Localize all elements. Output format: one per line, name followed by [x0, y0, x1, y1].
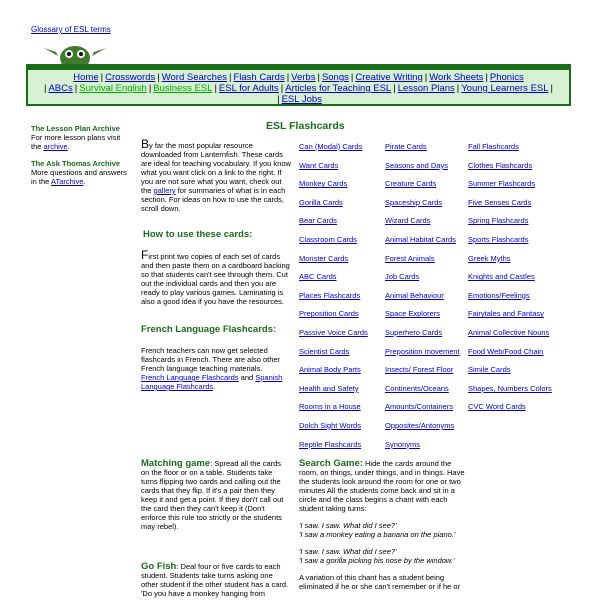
- french-flashcards-heading: French Language Flashcards:: [141, 324, 277, 335]
- how-to-use-paragraph: [141, 248, 291, 306]
- flashcard-link-clothes-flashcards[interactable]: Clothes Flashcards: [468, 160, 533, 170]
- nav-link-esl-for-adults[interactable]: ESL for Adults: [218, 83, 279, 94]
- flashcard-link-wizard-cards[interactable]: Wizard Cards: [385, 216, 431, 226]
- nav-link-home[interactable]: Home: [73, 72, 99, 83]
- nav-link-lesson-plans[interactable]: Lesson Plans: [397, 83, 455, 94]
- flashcard-column-3: [468, 142, 563, 421]
- flashcard-link-seasons-and-days[interactable]: Seasons and Days: [385, 160, 448, 170]
- matching-game-title: Matching game: [141, 458, 211, 469]
- sidebar: The Lesson Plan Archive For more lesson plans visit the archive. The Ask Thomas Archive More questions and answers in the ATarchive.: [31, 124, 127, 186]
- flashcard-link-five-senses-cards[interactable]: Five Senses Cards: [468, 197, 532, 207]
- lesson-plan-archive-text: For more lesson plans visit the: [31, 133, 121, 151]
- flashcard-link-opposites-antonyms[interactable]: Opposites/Antonyms: [385, 420, 455, 430]
- nav-link-creative-writing[interactable]: Creative Writing: [355, 72, 423, 83]
- search-game-text: Hide the cards around the room, on things, under things, and in things. Have the students look around the room for one or two minutes All the students come back and sit in a circle and the class begins a chant with each student taking turns:: [299, 459, 465, 513]
- flashcard-link-fall-flashcards[interactable]: Fall Flashcards: [468, 142, 519, 151]
- french-and: and: [238, 373, 256, 382]
- nav-link-survival-english[interactable]: Survival English: [79, 83, 147, 94]
- flashcard-link-monster-cards[interactable]: Monster Cards: [299, 253, 349, 263]
- intro-dropcap: B: [141, 137, 150, 151]
- mascot-logo: [40, 38, 110, 66]
- flashcard-link-continents-oceans[interactable]: Continents/Oceans: [385, 383, 449, 393]
- flashcard-link-gorilla-cards[interactable]: Gorilla Cards: [299, 197, 343, 207]
- flashcard-link-preposition-cards[interactable]: Preposition Cards: [299, 309, 359, 319]
- flashcard-link-job-cards[interactable]: Job Cards: [385, 272, 420, 282]
- flashcard-link-spaceship-cards[interactable]: Spaceship Cards: [385, 197, 443, 207]
- flashcard-link-dolch-sight-words[interactable]: Dolch Sight Words: [299, 420, 361, 430]
- nav-link-word-searches[interactable]: Word Searches: [161, 72, 228, 83]
- flashcard-link-animal-behaviour[interactable]: Animal Behaviour: [385, 290, 444, 300]
- nav-link-business-esl[interactable]: Business ESL: [153, 83, 213, 94]
- intro-paragraph: [141, 137, 291, 213]
- nav-link-articles-for-teaching-esl[interactable]: Articles for Teaching ESL: [285, 83, 392, 94]
- nav-link-crosswords[interactable]: Crosswords: [105, 72, 156, 83]
- flashcard-link-forest-animals[interactable]: Forest Animals: [385, 253, 435, 263]
- flashcard-link-cvc-word-cards[interactable]: CVC Word Cards: [468, 402, 526, 412]
- search-game-section: [299, 459, 471, 599]
- flashcard-link-places-flashcards[interactable]: Places Flashcards: [299, 290, 361, 300]
- flashcard-link-preposition-movement[interactable]: Preposition movement: [385, 346, 460, 356]
- chant-1a: 'I saw. I saw. What did I see?': [299, 521, 397, 530]
- flashcard-link-pirate-cards[interactable]: Pirate Cards: [385, 142, 427, 151]
- flashcard-link-fairytales-and-fantasy[interactable]: Fairytales and Fantasy: [468, 309, 544, 319]
- chant-1b: 'I saw a monkey eating a banana on the piano.': [299, 530, 456, 539]
- flashcard-link-superhero-cards[interactable]: Superhero Cards: [385, 327, 443, 337]
- archive-link[interactable]: archive: [43, 142, 68, 151]
- flashcard-link-shapes-numbers-colors[interactable]: Shapes, Numbers Colors: [468, 383, 552, 393]
- ask-thomas-archive-text: More questions and answers in the: [31, 168, 127, 186]
- flashcard-link-rooms-in-a-house[interactable]: Rooms in a House: [299, 402, 361, 412]
- flashcard-link-animal-body-parts[interactable]: Animal Body Parts: [299, 365, 361, 375]
- page-title: ESL Flashcards: [266, 120, 345, 132]
- flashcard-link-animal-collective-nouns[interactable]: Animal Collective Nouns: [468, 327, 550, 337]
- nav-link-work-sheets[interactable]: Work Sheets: [429, 72, 484, 83]
- flashcard-link-bear-cards[interactable]: Bear Cards: [299, 216, 337, 226]
- variation-text: A variation of this chant has a student being eliminated if he or she can't remember or if he or: [299, 573, 461, 591]
- nav-link-songs[interactable]: Songs: [321, 72, 349, 83]
- lesson-plan-archive-heading: The Lesson Plan Archive: [31, 124, 120, 133]
- flashcard-link-insects-forest-floor[interactable]: Insects/ Forest Floor: [385, 365, 454, 375]
- flashcard-link-classroom-cards[interactable]: Classroom Cards: [299, 234, 357, 244]
- chant-2b: 'I saw a gorilla picking his nose by the window.': [299, 556, 455, 565]
- glossary-link[interactable]: Glossary of ESL terms: [31, 25, 111, 34]
- flashcard-link-can-modal-cards[interactable]: Can (Modal) Cards: [299, 142, 363, 151]
- flashcard-link-greek-myths[interactable]: Greek Myths: [468, 253, 511, 263]
- search-game-title: Search Game:: [299, 458, 363, 469]
- nav-link-esl-jobs[interactable]: ESL Jobs: [281, 94, 322, 105]
- how-dropcap: F: [141, 248, 149, 262]
- chant-2a: 'I saw. I saw. What did I see?': [299, 547, 397, 556]
- french-end: .: [213, 382, 216, 391]
- nav-link-phonics[interactable]: Phonics: [489, 72, 524, 83]
- nav-link-flash-cards[interactable]: Flash Cards: [233, 72, 285, 83]
- matching-game-text: : Spread all the cards on the floor or on a table. Students take turns flipping two cards and calling out the cards that they flip. If it's a pair then they keep it and get a point. If they don't call out the card then they can't keep it (Don't enforce this rule too strictly or the students may rebel).: [141, 459, 284, 531]
- ask-thomas-archive-heading: The Ask Thomas Archive: [31, 159, 121, 168]
- flashcard-link-summer-flashcards[interactable]: Summer Flashcards: [468, 179, 536, 189]
- flashcard-column-1: [299, 142, 383, 458]
- nav-link-verbs[interactable]: Verbs: [291, 72, 316, 83]
- french-text: French teachers can now get selected flashcards in French. There are also other French language teaching materials.: [141, 346, 281, 373]
- spanish-flashcards-link[interactable]: Spanish Language Flashcards: [141, 373, 283, 391]
- flashcard-link-health-and-safety[interactable]: Health and Safety: [299, 383, 359, 393]
- gallery-link[interactable]: gallery: [153, 186, 176, 195]
- flashcard-link-scientist-cards[interactable]: Scientist Cards: [299, 346, 350, 356]
- flashcard-link-sports-flashcards[interactable]: Sports Flashcards: [468, 234, 529, 244]
- main-navigation: Home | Crosswords | Word Searches | Flash Cards | Verbs | Songs | Creative Writing | Work Sheets | Phonics | ABCs | Survival English | Business ESL | ESL for Adults | Articles for Teaching ESL | Lesson Plans | Young Learners ESL | | ESL Jobs: [26, 64, 571, 106]
- go-fish-section: [141, 562, 291, 606]
- flashcard-link-creature-cards[interactable]: Creature Cards: [385, 179, 437, 189]
- nav-link-abcs[interactable]: ABCs: [48, 83, 73, 94]
- flashcard-link-knights-and-castles[interactable]: Knights and Castles: [468, 272, 535, 282]
- flashcard-link-animal-habitat-cards[interactable]: Animal Habitat Cards: [385, 234, 456, 244]
- flashcard-link-monkey-cards[interactable]: Monkey Cards: [299, 179, 348, 189]
- atarchive-link[interactable]: ATarchive: [51, 177, 84, 186]
- flashcard-link-amounts-containers[interactable]: Amounts/Containers: [385, 402, 453, 412]
- go-fish-text: : Deal four or five cards to each student. Students take turns asking one other student if the other student has a card. 'Do you have a monkey hanging from: [141, 562, 289, 598]
- french-flashcards-link[interactable]: French Language Flashcards: [141, 373, 239, 382]
- flashcard-link-emotions-feelings[interactable]: Emotions/Feelings: [468, 290, 530, 300]
- how-text: irst print two copies of each set of cards and then paste them on a cardboard backing so that students can't see through them. Cut out the individual cards and then you are ready to play various games. Laminating is also a good idea if you have the resources.: [141, 252, 290, 306]
- matching-game-section: [141, 459, 291, 539]
- intro-text-2: for summaries of what is in each section. For ideas on how to use the cards, scroll down.: [141, 186, 286, 213]
- how-to-use-heading: How to use these cards:: [143, 229, 253, 240]
- flashcard-link-synonyms[interactable]: Synonyms: [385, 439, 421, 449]
- flashcard-link-space-explorers[interactable]: Space Explorers: [385, 309, 441, 319]
- flashcard-link-passive-voice-cards[interactable]: Passive Voice Cards: [299, 327, 368, 337]
- flashcard-column-2: [385, 142, 469, 458]
- nav-link-young-learners-esl[interactable]: Young Learners ESL: [461, 83, 549, 94]
- flashcard-link-reptile-flashcards[interactable]: Reptile Flashcards: [299, 439, 362, 449]
- flashcard-link-food-web-food-chain[interactable]: Food Web/Food Chain: [468, 346, 544, 356]
- flashcard-link-abc-cards[interactable]: ABC Cards: [299, 272, 337, 282]
- intro-text-1: y far the most popular resource downloaded from Lanternfish. These cards are ideal for teaching vocabulary. If you know what you want click on a link to the right. If you are not sure what you want, check out the: [141, 141, 291, 195]
- flashcard-link-spring-flashcards[interactable]: Spring Flashcards: [468, 216, 529, 226]
- flashcard-link-want-cards[interactable]: Want Cards: [299, 160, 339, 170]
- go-fish-title: Go Fish: [141, 561, 177, 572]
- french-paragraph: [141, 346, 291, 391]
- flashcard-link-simile-cards[interactable]: Simile Cards: [468, 365, 511, 375]
